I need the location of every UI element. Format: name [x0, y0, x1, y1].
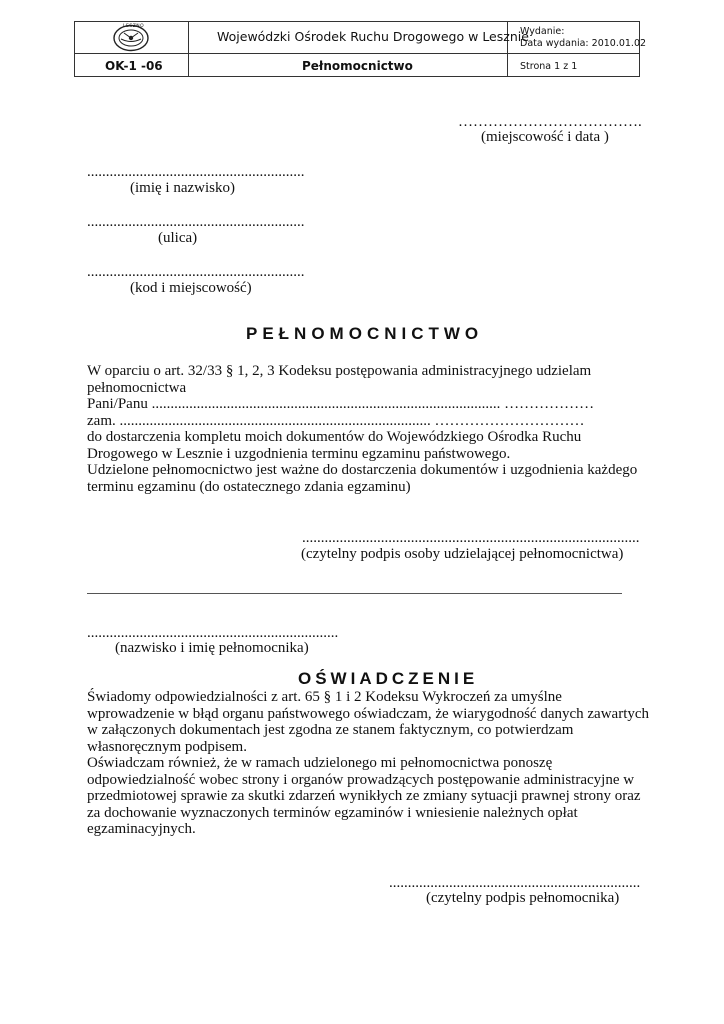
institution-name: Wojewódzki Ośrodek Ruchu Drogowego w Lesznie	[217, 29, 529, 44]
body-line: pełnomocnictwa	[87, 379, 187, 396]
declaration-line: Oświadczam również, że w ramach udzielonego mi pełnomocnictwa ponoszę	[87, 755, 553, 771]
proxy-name-label: (nazwisko i imię pełnomocnika)	[115, 640, 309, 656]
postal-dots: ..........................................................	[87, 264, 305, 280]
declaration-line: odpowiedzialność wobec strony i organów prowadzących postępowanie administracyjne w	[87, 771, 635, 788]
declaration-line: własnoręcznym podpisem.	[87, 738, 247, 755]
logo-text: LESZNO	[123, 24, 145, 29]
page-number: Strona 1 z 1	[520, 61, 578, 72]
declaration-line: Świadomy odpowiedzialności z art. 65 § 1 i 2 Kodeksu Wykroczeń za umyślne	[87, 689, 562, 705]
body-line: terminu egzaminu (do ostatecznego zdania egzaminu)	[87, 478, 411, 495]
name-dots: ..........................................................	[87, 164, 305, 180]
declaration-line: wprowadzenie w błąd organu państwowego oświadczam, że wiarygodność danych zawartych	[87, 705, 650, 722]
street-dots: ..........................................................	[87, 214, 305, 230]
body-line: Udzielone pełnomocnictwo jest ważne do dostarczenia dokumentów i uzgodnienia każdego	[87, 462, 638, 478]
declaration-line: egzaminacyjnych.	[87, 821, 196, 837]
declaration-line: w załączonych dokumentach jest zgodna ze stanem faktycznym, co potwierdzam	[87, 722, 574, 738]
document-header	[74, 21, 647, 77]
document-title: PEŁNOMOCNICTWO	[246, 324, 484, 343]
declaration-line: przedmiotowej sprawie za skutki zdarzeń wynikłych ze zmiany sytuacji prawnej strony oraz	[87, 788, 641, 804]
declaration-title: OŚWIADCZENIE	[298, 669, 479, 688]
body-line: zam. ................................................................................... …………………………	[87, 412, 585, 429]
body-line: W oparciu o art. 32/33 § 1, 2, 3 Kodeksu postępowania administracyjnego udzielam	[87, 363, 592, 379]
postal-label: (kod i miejscowość)	[130, 280, 252, 296]
place-date-label: (miejscowość i data )	[481, 129, 609, 145]
proxy-signature-dots: ...................................................................	[389, 875, 641, 891]
name-label: (imię i nazwisko)	[130, 180, 235, 196]
issue-date: Data wydania: 2010.01.02	[520, 38, 647, 49]
body-line: Pani/Panu ............................................................................................. ………………	[87, 396, 595, 412]
grantor-signature-dots: ..........................................................................................	[302, 530, 640, 546]
proxy-name-dots: ...................................................................	[87, 625, 339, 641]
section-divider	[87, 593, 622, 594]
wordl-logo	[112, 24, 150, 52]
document-code: OK-1 -06	[105, 59, 163, 73]
edition-label: Wydanie:	[520, 26, 565, 37]
proxy-signature-label: (czytelny podpis pełnomocnika)	[426, 890, 620, 906]
body-line: do dostarczenia kompletu moich dokumentów do Wojewódzkiego Ośrodka Ruchu	[87, 429, 582, 445]
grantor-signature-label: (czytelny podpis osoby udzielającej pełnomocnictwa)	[301, 546, 624, 562]
body-line: Drogowego w Lesznie i uzgodnienia terminu egzaminu państwowego.	[87, 445, 511, 462]
street-label: (ulica)	[158, 230, 198, 246]
declaration-line: za dochowanie wyznaczonych terminów egzaminów i wniesienie należnych opłat	[87, 804, 578, 821]
place-date-dots: ……………………………….	[458, 114, 642, 130]
document-type: Pełnomocnictwo	[302, 59, 413, 73]
